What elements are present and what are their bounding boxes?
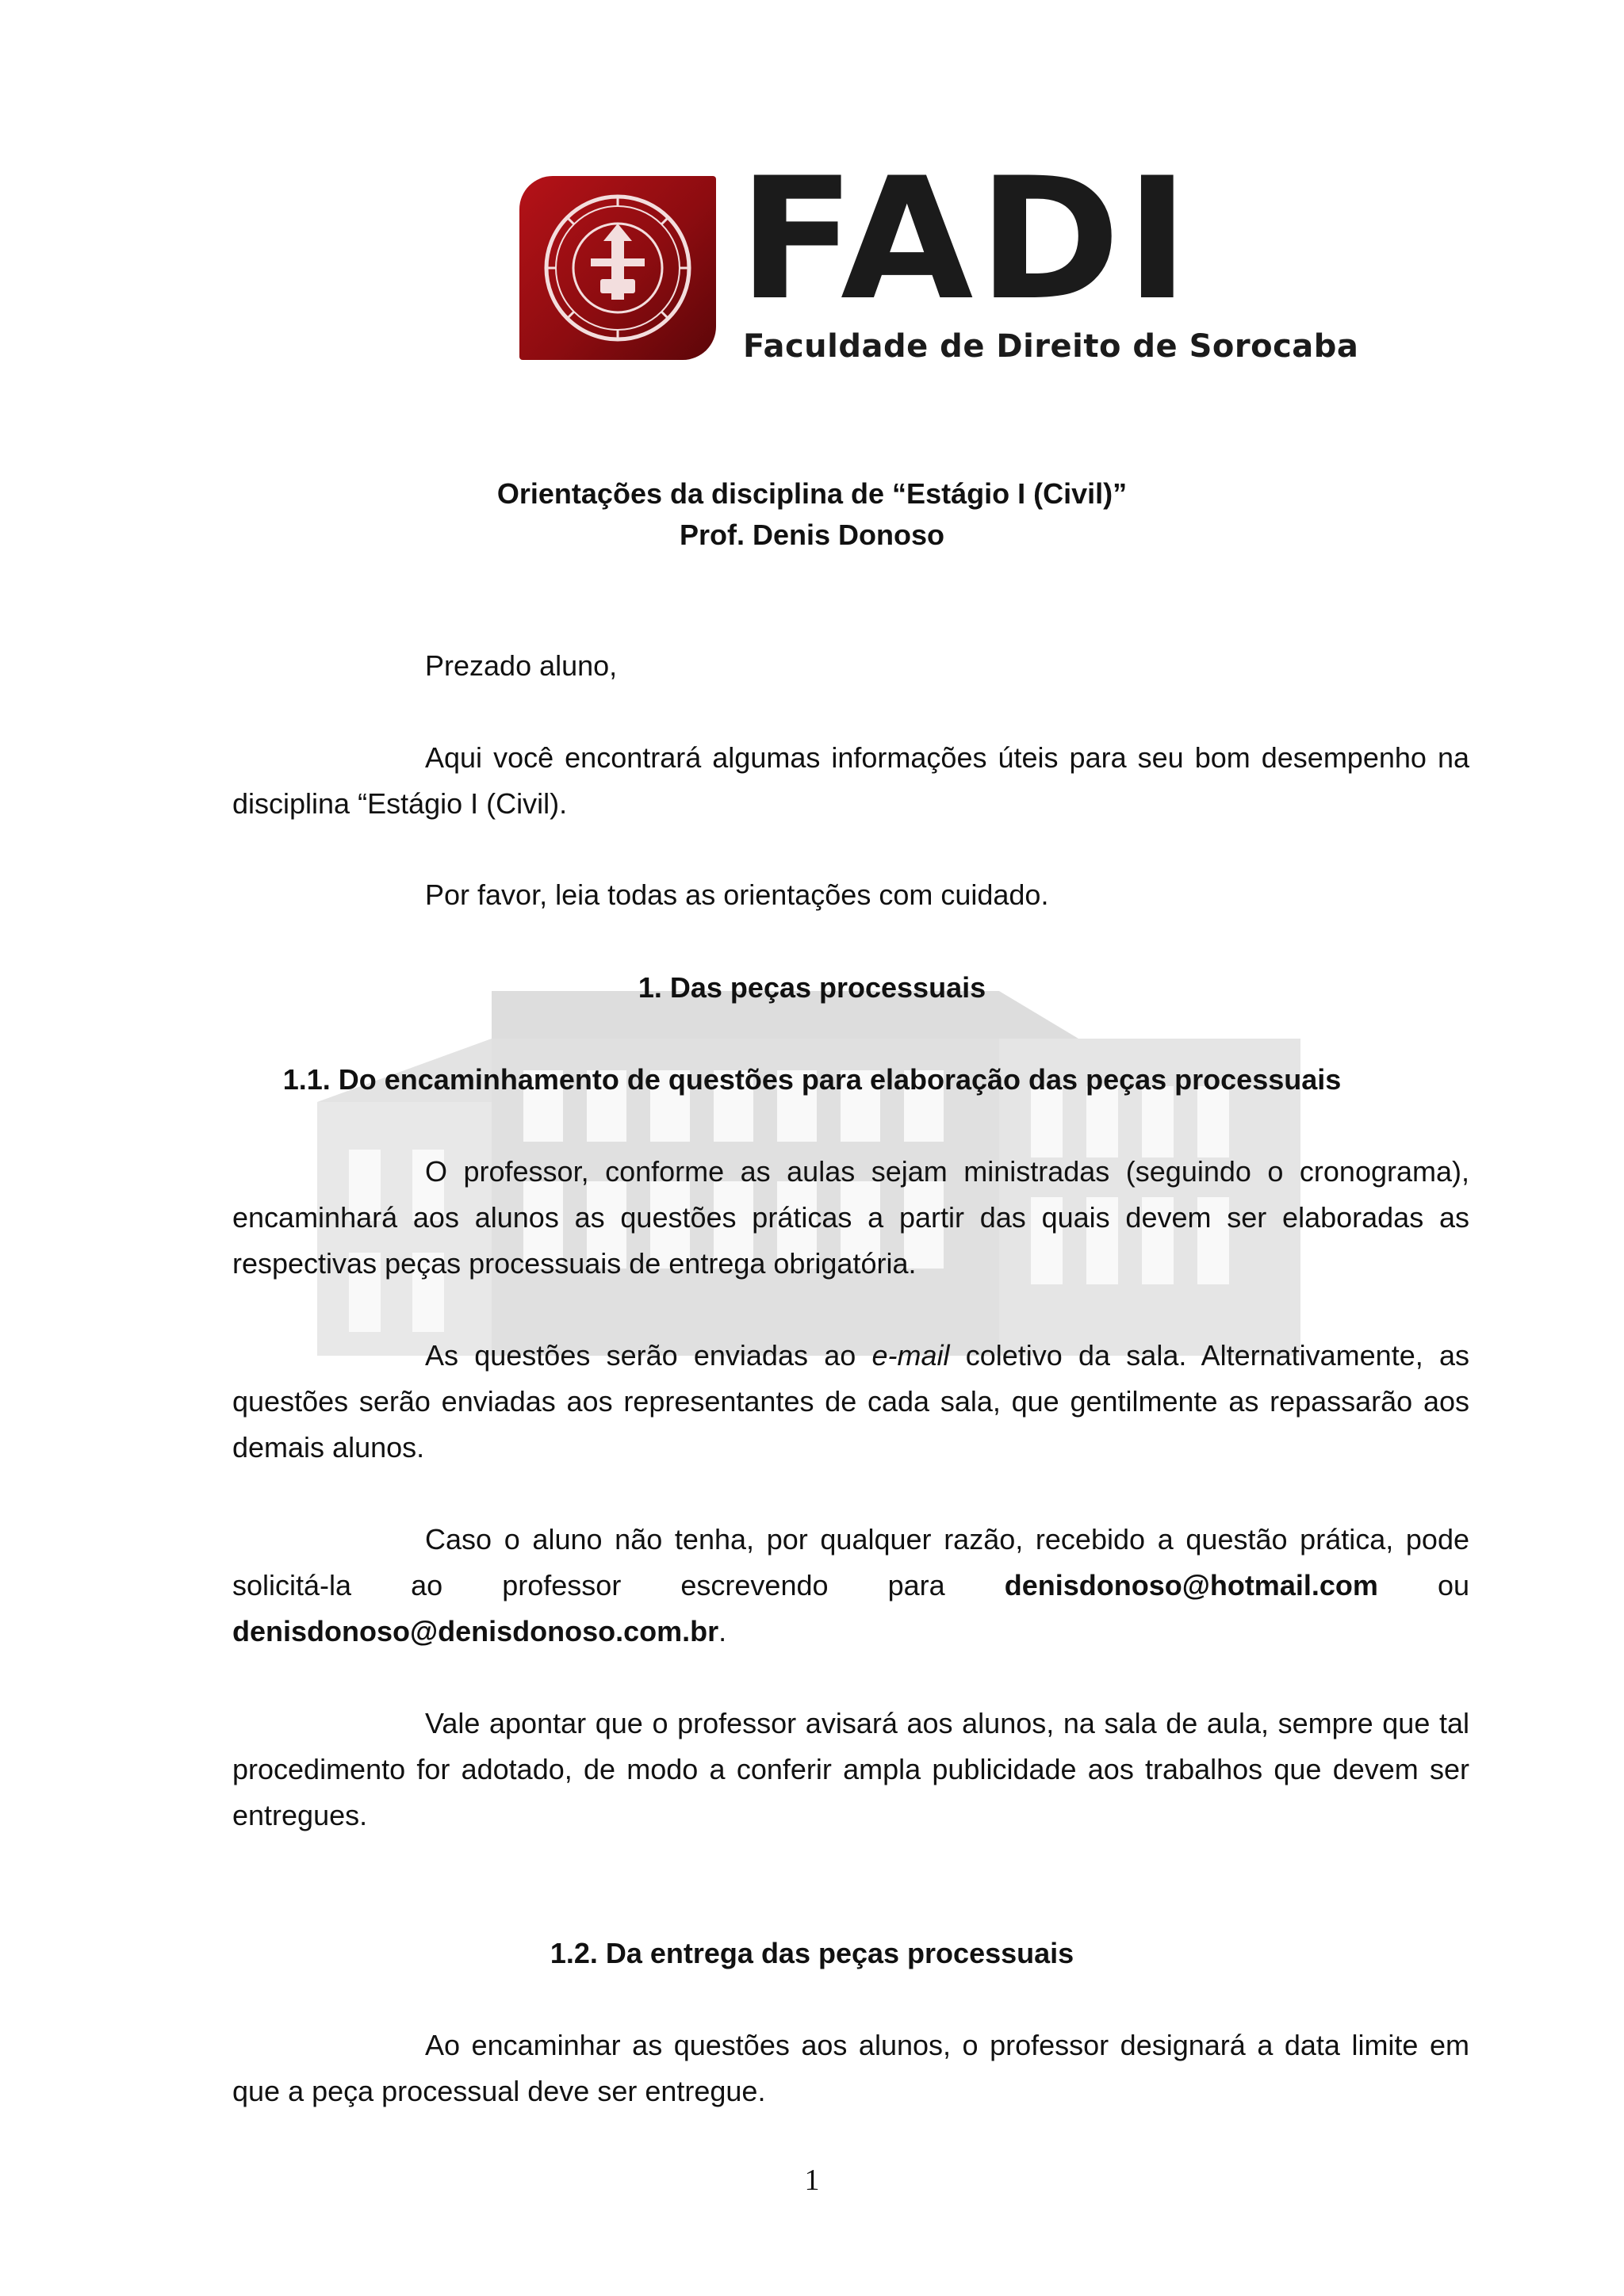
document-title: Orientações da disciplina de “Estágio I (Civil)” <box>496 477 1128 510</box>
section-1-2-paragraph-1: Ao encaminhar as questões aos alunos, o professor designará a data limite em que a peça processual deve ser entregue. <box>232 2029 1469 2107</box>
section-1-title: 1. Das peças processuais <box>638 971 986 1004</box>
greeting: Prezado aluno, <box>425 649 618 682</box>
section-1-1-title: 1.1. Do encaminhamento de questões para elaboração das peças processuais <box>282 1063 1342 1096</box>
section-1-2-title: 1.2. Da entrega das peças processuais <box>550 1937 1074 1969</box>
instruction-line: Por favor, leia todas as orientações com cuidado. <box>425 878 1049 911</box>
intro-paragraph: Aqui você encontrará algumas informações úteis para seu bom desempenho na disciplina “Estágio I (Civil). <box>232 741 1469 820</box>
fadi-logo <box>519 141 1359 367</box>
email-term: e-mail <box>871 1339 950 1372</box>
section-1-1-paragraph-3 <box>232 1517 1469 1655</box>
p3-end: . <box>718 1615 727 1647</box>
p3-text-before: Caso o aluno não tenha, por qualquer razão, recebido a questão prática, pode solicitá-la ao professor escrevendo para <box>232 1523 1469 1601</box>
p2-text-after: coletivo da sala. Alternativamente, as questões serão enviadas aos representantes de cada sala, que gentilmente as repassarão aos demais alunos. <box>232 1339 1469 1464</box>
email-denisdonoso-link[interactable]: denisdonoso@denisdonoso.com.br <box>232 1615 719 1647</box>
brand-name: FADI <box>738 141 1194 337</box>
p3-or: ou <box>1377 1569 1469 1601</box>
section-1-1-paragraph-4: Vale apontar que o professor avisará aos alunos, na sala de aula, sempre que tal procedimento for adotado, de modo a conferir ampla publicidade aos trabalhos que devem ser entregues. <box>232 1707 1469 1831</box>
brand-subtitle: Faculdade de Direito de Sorocaba <box>743 328 1359 365</box>
p2-text-before: As questões serão enviadas ao <box>425 1339 872 1372</box>
fadi-seal-icon <box>519 176 716 360</box>
page-number: 1 <box>804 2164 820 2197</box>
section-1-1-paragraph-2 <box>232 1333 1469 1471</box>
email-hotmail-link[interactable]: denisdonoso@hotmail.com <box>1004 1569 1378 1601</box>
section-1-1-paragraph-1: O professor, conforme as aulas sejam ministradas (seguindo o cronograma), encaminhará aos alunos as questões práticas a partir das quais devem ser elaboradas as respectivas peças processuais de entrega obrigatória. <box>232 1155 1469 1280</box>
professor-name: Prof. Denis Donoso <box>679 519 945 551</box>
